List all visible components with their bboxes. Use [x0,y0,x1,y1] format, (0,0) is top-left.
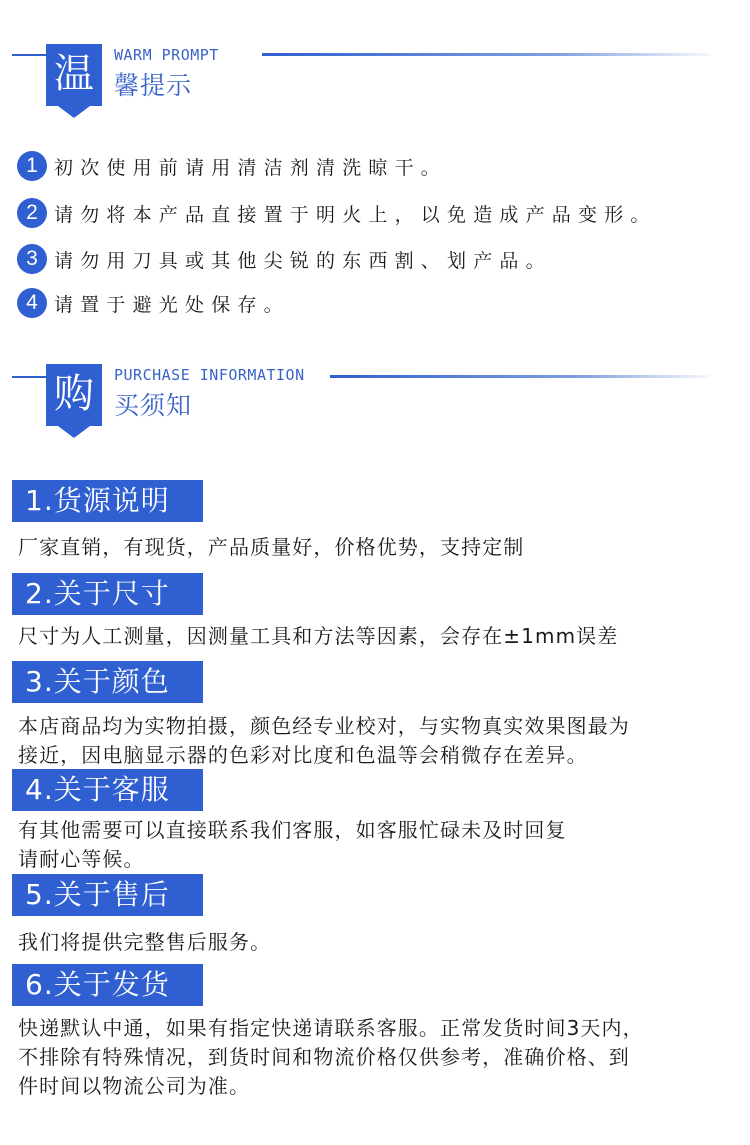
section-body-color [18,712,743,770]
header-english-title: PURCHASE INFORMATION [114,366,305,384]
section-title-size: 2.关于尺寸 [12,573,203,615]
body-line: 本店商品均为实物拍摄，颜色经专业校对，与实物真实效果图最为 [18,714,630,738]
header-notch [58,106,90,118]
header-glyph: 温 [54,51,94,97]
section-title-shipping: 6.关于发货 [12,964,203,1006]
body-line: 请耐心等候。 [18,847,145,871]
body-line: 接近，因电脑显示器的色彩对比度和色温等会稍微存在差异。 [18,743,588,767]
tip-text: 请置于避光处保存。 [54,294,290,316]
body-line: 件时间以物流公司为准。 [18,1074,251,1098]
section-body-size [18,622,743,651]
section-body-after-sales [18,928,743,957]
body-line: 有其他需要可以直接联系我们客服，如客服忙碌未及时回复 [18,818,567,842]
tip-number-badge: 4 [17,288,47,318]
header-right-rule [330,375,710,378]
section-body-service [18,816,743,874]
header-chinese-title: 买须知 [114,391,193,420]
section-body-shipping [18,1014,743,1101]
header-left-rule [12,54,46,56]
tip-number-badge: 3 [17,244,47,274]
body-line: 尺寸为人工测量，因测量工具和方法等因素，会存在±1mm误差 [18,624,619,648]
header-glyph: 购 [54,371,94,417]
body-line: 厂家直销，有现货，产品质量好，价格优势，支持定制 [18,535,525,559]
section-title-after-sales: 5.关于售后 [12,874,203,916]
header-left-rule [12,376,46,378]
tip-number-badge: 2 [17,198,47,228]
header-chinese-title: 馨提示 [114,71,193,100]
header-glyph-box [46,364,102,426]
tip-text: 请勿用刀具或其他尖锐的东西割、划产品。 [54,250,552,272]
warm-prompt-header [0,44,750,124]
tip-text: 请勿将本产品直接置于明火上，以免造成产品变形。 [54,204,657,226]
header-notch [58,426,90,438]
body-line: 我们将提供完整售后服务。 [18,930,272,954]
header-english-title: WARM PROMPT [114,46,219,64]
tip-text: 初次使用前请用清洁剂清洗晾干。 [54,157,448,179]
header-right-rule [262,53,710,56]
header-glyph-box [46,44,102,106]
section-title-service: 4.关于客服 [12,769,203,811]
section-body-source [18,533,743,562]
body-line: 不排除有特殊情况，到货时间和物流价格仅供参考，准确价格、到 [18,1045,630,1069]
body-line: 快递默认中通，如果有指定快递请联系客服。正常发货时间3天内， [18,1016,644,1040]
section-title-color: 3.关于颜色 [12,661,203,703]
section-title-source: 1.货源说明 [12,480,203,522]
purchase-information-header [0,364,750,444]
tip-number-badge: 1 [17,151,47,181]
